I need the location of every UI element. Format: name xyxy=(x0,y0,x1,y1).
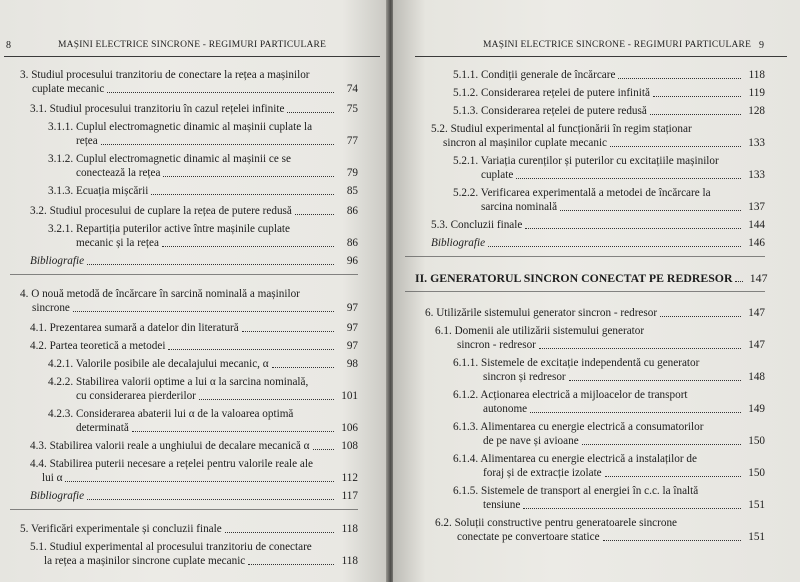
toc-entry-line: sincrone xyxy=(32,302,70,314)
toc-entry-title xyxy=(20,287,336,315)
toc-entry-line: 5.2. Studiul experimental al funcționării în regim staționar xyxy=(431,123,692,135)
toc-entry-title xyxy=(453,356,743,384)
dot-leader xyxy=(488,246,741,247)
dot-leader xyxy=(523,508,741,509)
toc-entry-line: 3.2. Studiul procesului de cuplare la rețea de putere redusă xyxy=(30,205,292,217)
toc-page-number: 150 xyxy=(748,467,765,479)
toc-entry-title xyxy=(30,204,336,218)
toc-entry xyxy=(415,388,765,416)
toc-entry xyxy=(20,522,358,536)
toc-entry-line: 4.2. Partea teoretică a metodei xyxy=(30,340,166,352)
toc-entry-title xyxy=(48,407,336,435)
toc-entry xyxy=(20,152,358,180)
section-divider xyxy=(10,274,358,275)
toc-entry-title xyxy=(415,271,745,285)
toc-entry-title xyxy=(48,120,336,148)
dot-leader xyxy=(618,78,741,79)
toc-entry-line: 4.1. Prezentarea sumară a datelor din literatură xyxy=(30,322,239,334)
toc-entry-line: 4. O nouă metodă de încărcare în sarcină nominală a mașinilor xyxy=(20,288,300,300)
toc-entry-title xyxy=(48,184,336,198)
toc-entry-line: 5. Verificări experimentale și concluzii finale xyxy=(20,523,222,535)
toc-entry xyxy=(415,420,765,448)
toc-entry-line: 3. Studiul procesului tranzitoriu de conectare la rețea a mașinilor xyxy=(20,69,310,81)
toc-page-number: 119 xyxy=(748,87,765,99)
toc-page-number: 147 xyxy=(748,339,765,351)
toc-entry-title xyxy=(48,152,336,180)
toc-entry-line: conectate pe convertoare statice xyxy=(457,531,600,543)
toc-entry-title xyxy=(435,516,743,544)
toc-entry-title xyxy=(30,102,336,116)
toc-entry-line: 6.1.5. Sistemele de transport al energiei în c.c. la înaltă xyxy=(453,485,699,497)
toc-page-number: 147 xyxy=(749,271,768,285)
toc-entry xyxy=(415,452,765,480)
toc-page-number: 144 xyxy=(748,219,765,231)
toc-entry-line: tensiune xyxy=(483,499,521,511)
toc-entry-title xyxy=(48,375,336,403)
toc-page-number: 147 xyxy=(748,307,765,319)
toc-entry xyxy=(415,68,765,82)
left-page xyxy=(0,0,389,582)
toc-entry-line: 5.1.1. Condiții generale de încărcare xyxy=(453,69,616,81)
toc-page-number: 101 xyxy=(341,390,358,402)
table-of-contents xyxy=(415,68,768,544)
dot-leader xyxy=(168,349,334,350)
section-divider xyxy=(405,291,765,292)
dot-leader xyxy=(65,481,334,482)
toc-page-number: 106 xyxy=(341,422,358,434)
running-head: MAȘINI ELECTRICE SINCRONE - REGIMURI PARTICULARE xyxy=(58,40,327,50)
toc-entry-line: conectează la rețea xyxy=(76,167,161,179)
toc-entry xyxy=(415,236,765,250)
toc-entry-line: sincron al mașinilor cuplate mecanic xyxy=(443,137,608,149)
toc-page-number: 118 xyxy=(748,69,765,81)
toc-entry xyxy=(415,484,765,512)
toc-entry xyxy=(20,287,358,315)
toc-entry-title xyxy=(431,218,743,232)
toc-entry-title xyxy=(30,254,336,268)
toc-entry-line: cu considerarea pierderilor xyxy=(76,390,196,402)
toc-entry-line: 5.1. Studiul experimental al procesului tranzitoriu de conectare xyxy=(30,541,312,553)
toc-page-number: 112 xyxy=(341,472,358,484)
toc-page-number: 86 xyxy=(346,205,358,217)
toc-page-number: 118 xyxy=(341,523,358,535)
toc-entry-line: sincron - redresor xyxy=(457,339,536,351)
toc-entry-line: 6.1.3. Alimentarea cu energie electrică a consumatorilor xyxy=(453,421,704,433)
dot-leader xyxy=(225,532,334,533)
toc-page-number: 118 xyxy=(341,555,358,567)
toc-page-number: 74 xyxy=(346,83,358,95)
toc-entry xyxy=(20,407,358,435)
toc-entry xyxy=(415,154,765,182)
header-rule xyxy=(415,56,787,57)
toc-entry-title xyxy=(453,104,743,118)
toc-page-number: 146 xyxy=(748,237,765,249)
toc-entry xyxy=(415,86,765,100)
toc-entry xyxy=(20,102,358,116)
running-head: MAȘINI ELECTRICE SINCRONE - REGIMURI PARTICULARE xyxy=(483,40,752,50)
toc-entry xyxy=(415,324,765,352)
toc-entry xyxy=(20,339,358,353)
toc-entry-line: 5.2.2. Verificarea experimentală a metodei de încărcare la xyxy=(453,187,711,199)
page-number: 8 xyxy=(6,40,11,51)
toc-entry-line: 4.3. Stabilirea valorii reale a unghiului de decalare mecanică α xyxy=(30,440,310,452)
dot-leader xyxy=(87,264,334,265)
toc-entry-title xyxy=(30,339,336,353)
toc-entry-line: 4.2.3. Considerarea abaterii lui α de la valoarea optimă xyxy=(48,408,294,420)
toc-entry xyxy=(20,439,358,453)
toc-entry-title xyxy=(425,306,743,320)
toc-entry-line: lui α xyxy=(42,472,63,484)
dot-leader xyxy=(582,444,741,445)
toc-entry-title xyxy=(30,439,336,453)
dot-leader xyxy=(272,367,334,368)
toc-entry-line: 6.2. Soluții constructive pentru generatoarele sincrone xyxy=(435,517,678,529)
toc-entry-line: 5.3. Concluzii finale xyxy=(431,219,523,231)
toc-entry-line: 6.1.1. Sistemele de excitație independentă cu generator xyxy=(453,357,700,369)
toc-entry xyxy=(20,357,358,371)
dot-leader xyxy=(151,194,334,195)
toc-entry-line: 3.1.1. Cuplul electromagnetic dinamic al mașinii cuplate la xyxy=(48,121,313,133)
toc-entry-line: mecanic și la rețea xyxy=(76,237,159,249)
dot-leader xyxy=(73,311,334,312)
toc-entry-line: II. GENERATORUL SINCRON CONECTAT PE REDRESOR xyxy=(415,271,733,285)
toc-entry-title xyxy=(48,357,336,371)
toc-entry-title xyxy=(30,489,336,503)
dot-leader xyxy=(248,564,334,565)
toc-entry-line: cuplate mecanic xyxy=(32,83,105,95)
toc-page-number: 75 xyxy=(346,103,358,115)
dot-leader xyxy=(539,348,741,349)
toc-entry-title xyxy=(20,68,336,96)
toc-entry-line: determinată xyxy=(76,422,129,434)
toc-entry-line: 4.2.2. Stabilirea valorii optime a lui α la sarcina nominală, xyxy=(48,376,309,388)
toc-entry-line: 3.1. Studiul procesului tranzitoriu în cazul rețelei infinite xyxy=(30,103,285,115)
toc-page-number: 97 xyxy=(346,322,358,334)
toc-entry-line: Bibliografie xyxy=(30,255,85,267)
toc-entry-line: 6.1.2. Acționarea electrică a mijloacelor de transport xyxy=(453,389,688,401)
dot-leader xyxy=(560,210,741,211)
dot-leader xyxy=(516,178,741,179)
toc-page-number: 128 xyxy=(748,105,765,117)
toc-page-number: 79 xyxy=(346,167,358,179)
toc-entry-title xyxy=(30,540,336,568)
toc-entry-title xyxy=(48,222,336,250)
toc-entry-line: 3.1.3. Ecuația mișcării xyxy=(48,185,149,197)
section-divider xyxy=(10,509,358,510)
toc-entry-line: 4.4. Stabilirea puterii necesare a rețelei pentru valorile reale ale xyxy=(30,458,313,470)
toc-entry-line: 5.1.2. Considerarea rețelei de putere infinită xyxy=(453,87,650,99)
dot-leader xyxy=(610,146,741,147)
toc-entry xyxy=(20,321,358,335)
toc-entry-title xyxy=(453,154,743,182)
toc-entry-line: Bibliografie xyxy=(431,237,486,249)
toc-entry xyxy=(20,375,358,403)
toc-entry-line: 5.2.1. Variația curenților și puterilor cu excitațiile mașinilor xyxy=(453,155,719,167)
toc-entry-title xyxy=(30,321,336,335)
toc-entry xyxy=(415,271,768,285)
dot-leader xyxy=(295,214,334,215)
toc-page-number: 85 xyxy=(346,185,358,197)
table-of-contents xyxy=(20,68,358,568)
toc-entry-line: Bibliografie xyxy=(30,490,85,502)
toc-entry-line: de pe nave și avioane xyxy=(483,435,579,447)
toc-entry xyxy=(20,222,358,250)
toc-entry-line: 6. Utilizările sistemului generator sincron - redresor xyxy=(425,307,658,319)
toc-entry-line: 6.1.4. Alimentarea cu energie electrică a instalaților de xyxy=(453,453,697,465)
toc-entry xyxy=(415,104,765,118)
toc-entry-title xyxy=(435,324,743,352)
toc-entry-line: 5.1.3. Considerarea rețelei de putere redusă xyxy=(453,105,647,117)
toc-entry xyxy=(415,356,765,384)
dot-leader xyxy=(660,316,741,317)
toc-entry xyxy=(20,184,358,198)
toc-entry-line: foraj și de extracție izolate xyxy=(483,467,602,479)
dot-leader xyxy=(199,399,334,400)
toc-entry-title xyxy=(453,86,743,100)
toc-entry-title xyxy=(453,388,743,416)
toc-page-number: 97 xyxy=(346,340,358,352)
right-page xyxy=(393,0,800,582)
toc-entry xyxy=(20,120,358,148)
toc-entry-line: 3.2.1. Repartiția puterilor active între mașinile cuplate xyxy=(48,223,291,235)
toc-entry xyxy=(415,122,765,150)
toc-entry-title xyxy=(431,236,743,250)
toc-entry xyxy=(20,457,358,485)
toc-entry-line: cuplate xyxy=(481,169,514,181)
toc-page-number: 137 xyxy=(748,201,765,213)
dot-leader xyxy=(87,499,334,500)
dot-leader xyxy=(162,246,334,247)
toc-entry xyxy=(415,516,765,544)
toc-entry xyxy=(415,306,765,320)
dot-leader xyxy=(132,431,334,432)
toc-page-number: 133 xyxy=(748,137,765,149)
dot-leader xyxy=(313,449,334,450)
toc-entry-title xyxy=(453,186,743,214)
toc-page-number: 148 xyxy=(748,371,765,383)
toc-entry-title xyxy=(431,122,743,150)
toc-entry-line: sincron și redresor xyxy=(483,371,566,383)
toc-entry xyxy=(20,540,358,568)
dot-leader xyxy=(101,144,334,145)
toc-page-number: 151 xyxy=(748,531,765,543)
toc-entry-line: la rețea a mașinilor sincrone cuplate mecanic xyxy=(44,555,246,567)
toc-entry-title xyxy=(453,452,743,480)
toc-page-number: 77 xyxy=(346,135,358,147)
section-divider xyxy=(405,256,765,257)
toc-page-number: 108 xyxy=(341,440,358,452)
dot-leader xyxy=(525,228,741,229)
header-rule xyxy=(4,56,380,57)
toc-entry-title xyxy=(30,457,336,485)
toc-entry-title xyxy=(453,484,743,512)
toc-entry xyxy=(20,68,358,96)
toc-page-number: 150 xyxy=(748,435,765,447)
dot-leader xyxy=(530,412,741,413)
toc-entry-title xyxy=(20,522,336,536)
toc-entry-line: 3.1.2. Cuplul electromagnetic dinamic al mașinii ce se xyxy=(48,153,291,165)
toc-page-number: 97 xyxy=(346,302,358,314)
dot-leader xyxy=(605,476,741,477)
dot-leader xyxy=(287,112,334,113)
page-number: 9 xyxy=(759,40,764,51)
toc-page-number: 96 xyxy=(346,255,358,267)
toc-entry xyxy=(415,218,765,232)
toc-page-number: 86 xyxy=(346,237,358,249)
toc-page-number: 133 xyxy=(748,169,765,181)
dot-leader xyxy=(735,281,743,282)
toc-page-number: 98 xyxy=(346,358,358,370)
toc-entry xyxy=(20,254,358,268)
dot-leader xyxy=(569,380,741,381)
toc-entry-title xyxy=(453,68,743,82)
toc-entry xyxy=(415,186,765,214)
dot-leader xyxy=(242,331,334,332)
dot-leader xyxy=(650,114,741,115)
toc-entry-title xyxy=(453,420,743,448)
toc-page-number: 117 xyxy=(341,490,358,502)
toc-page-number: 151 xyxy=(748,499,765,511)
toc-entry-line: rețea xyxy=(76,135,98,147)
toc-entry-line: sarcina nominală xyxy=(481,201,558,213)
toc-entry-line: autonome xyxy=(483,403,528,415)
toc-entry-line: 4.2.1. Valorile posibile ale decalajului mecanic, α xyxy=(48,358,269,370)
toc-page-number: 149 xyxy=(748,403,765,415)
toc-entry xyxy=(20,204,358,218)
toc-entry xyxy=(20,489,358,503)
dot-leader xyxy=(653,96,741,97)
dot-leader xyxy=(163,176,334,177)
toc-entry-line: 6.1. Domenii ale utilizării sistemului generator xyxy=(435,325,645,337)
dot-leader xyxy=(603,540,741,541)
dot-leader xyxy=(107,92,334,93)
